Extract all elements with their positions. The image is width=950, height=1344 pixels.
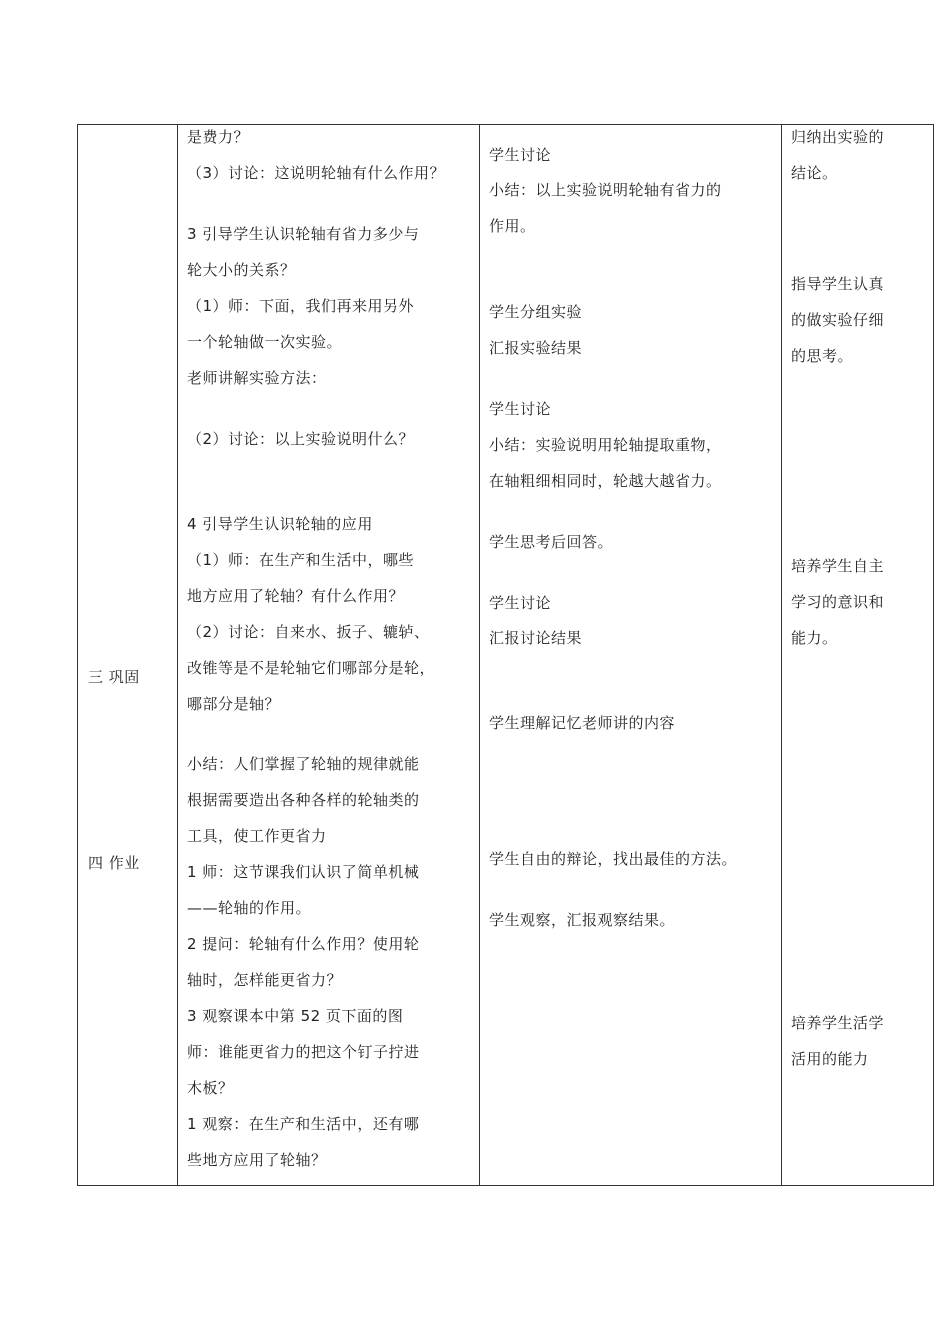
- student-line: 学生分组实验: [489, 303, 583, 321]
- student-line: 学生思考后回答。: [489, 533, 614, 551]
- teacher-line: 4 引导学生认识轮轴的应用: [187, 515, 373, 533]
- teacher-line: 是费力？: [187, 128, 250, 146]
- intent-line: 培养学生活学: [791, 1014, 885, 1032]
- student-line: 在轴粗细相同时，轮越大越省力。: [489, 472, 722, 490]
- teacher-line: 3 观察课本中第 52 页下面的图: [187, 1007, 404, 1025]
- teacher-line: 木板？: [187, 1079, 234, 1097]
- teacher-line: ——轮轴的作用。: [187, 899, 312, 917]
- teacher-line: 小结：人们掌握了轮轴的规律就能: [187, 755, 420, 773]
- stage-consolidate: 三 巩固: [88, 668, 140, 686]
- student-line: 汇报实验结果: [489, 339, 583, 357]
- teacher-line: 老师讲解实验方法：: [187, 369, 327, 387]
- student-line: 小结：实验说明用轮轴提取重物，: [489, 436, 722, 454]
- student-line: 学生讨论: [489, 400, 552, 418]
- student-line: 学生讨论: [489, 594, 552, 612]
- teacher-line: 3 引导学生认识轮轴有省力多少与: [187, 225, 420, 243]
- teacher-line: 轴时，怎样能更省力？: [187, 971, 343, 989]
- teacher-line: 一个轮轴做一次实验。: [187, 333, 343, 351]
- teacher-line: 地方应用了轮轴？有什么作用？: [187, 587, 405, 605]
- student-line: 汇报讨论结果: [489, 629, 583, 647]
- intent-line: 培养学生自主: [791, 557, 885, 575]
- teacher-line: （2）讨论：以上实验说明什么？: [187, 430, 415, 448]
- table-divider-1: [177, 124, 178, 1186]
- table-border-left: [77, 124, 78, 1186]
- student-line: 学生理解记忆老师讲的内容: [489, 714, 676, 732]
- teacher-line: 改锥等是不是轮轴它们哪部分是轮，: [187, 659, 436, 677]
- stage-homework: 四 作业: [88, 854, 140, 872]
- teacher-line: （1）师：下面，我们再来用另外: [187, 297, 415, 315]
- student-line: 小结：以上实验说明轮轴有省力的: [489, 181, 722, 199]
- table-divider-2: [479, 124, 480, 1186]
- teacher-line: 2 提问：轮轴有什么作用？使用轮: [187, 935, 420, 953]
- intent-line: 指导学生认真: [791, 275, 885, 293]
- intent-line: 结论。: [791, 164, 838, 182]
- table-border-bottom: [77, 1185, 934, 1186]
- teacher-line: （3）讨论：这说明轮轴有什么作用？: [187, 164, 446, 182]
- intent-line: 活用的能力: [791, 1050, 869, 1068]
- intent-line: 学习的意识和: [791, 593, 885, 611]
- student-line: 作用。: [489, 217, 536, 235]
- teacher-line: （2）讨论：自来水、扳子、辘轳、: [187, 623, 430, 641]
- teacher-line: 轮大小的关系？: [187, 261, 296, 279]
- intent-line: 归纳出实验的: [791, 128, 885, 146]
- table-divider-3: [781, 124, 782, 1186]
- table-border-top: [77, 124, 934, 125]
- intent-line: 的思考。: [791, 347, 854, 365]
- intent-line: 能力。: [791, 629, 838, 647]
- teacher-line: 师：谁能更省力的把这个钉子拧进: [187, 1043, 420, 1061]
- teacher-line: 些地方应用了轮轴？: [187, 1151, 327, 1169]
- intent-line: 的做实验仔细: [791, 311, 885, 329]
- student-line: 学生观察，汇报观察结果。: [489, 911, 676, 929]
- student-line: 学生自由的辩论，找出最佳的方法。: [489, 850, 738, 868]
- teacher-line: 哪部分是轴？: [187, 695, 281, 713]
- teacher-line: 1 观察：在生产和生活中，还有哪: [187, 1115, 420, 1133]
- teacher-line: （1）师：在生产和生活中，哪些: [187, 551, 415, 569]
- teacher-line: 根据需要造出各种各样的轮轴类的: [187, 791, 420, 809]
- teacher-line: 1 师：这节课我们认识了简单机械: [187, 863, 420, 881]
- table-border-right: [933, 124, 934, 1186]
- teacher-line: 工具，使工作更省力: [187, 827, 327, 845]
- student-line: 学生讨论: [489, 146, 552, 164]
